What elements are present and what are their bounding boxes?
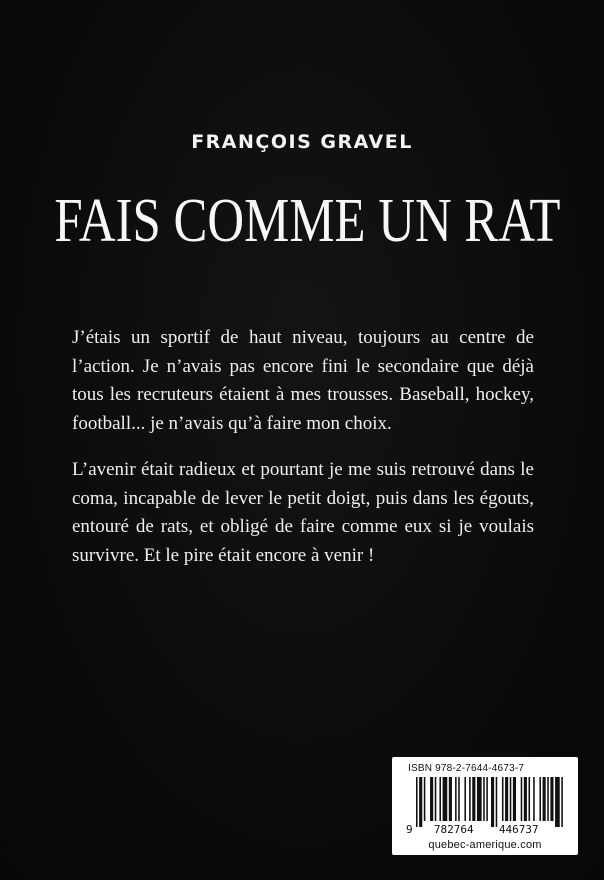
barcode-digits-right: 446737	[498, 823, 539, 836]
barcode-bar	[561, 777, 563, 827]
barcode-bar	[502, 777, 504, 821]
barcode-bar	[539, 777, 541, 821]
barcode-bar	[439, 777, 441, 821]
barcode-bar	[472, 777, 475, 821]
barcode-bar	[430, 777, 433, 821]
barcode-bar	[477, 777, 482, 821]
barcode-bar	[521, 777, 523, 821]
barcode-bar	[443, 777, 448, 821]
author-name: FRANÇOIS GRAVEL	[191, 131, 413, 153]
barcode-bar	[550, 777, 553, 821]
barcode-digit-first: 9	[406, 823, 413, 836]
barcode-digits-left: 782764	[433, 823, 474, 836]
barcode-bar	[464, 777, 466, 821]
book-title: FAIS COMME UN RAT	[54, 187, 561, 255]
blurb-text	[72, 324, 534, 588]
isbn-number: ISBN 978-2-7644-4673-7	[408, 763, 525, 774]
barcode-bar	[416, 777, 418, 827]
barcode-bar	[483, 777, 485, 821]
barcode-bar	[469, 777, 471, 821]
barcode-bar	[505, 777, 508, 821]
barcode-bar	[496, 777, 498, 827]
barcode-bar	[513, 777, 516, 821]
barcode-bar	[435, 777, 437, 821]
barcode-bar	[533, 777, 535, 821]
barcode-bars	[416, 777, 566, 827]
barcode-bar	[486, 777, 488, 821]
barcode-bar	[491, 777, 494, 827]
barcode-bar	[449, 777, 452, 821]
barcode-bar	[555, 777, 560, 827]
barcode-bar	[529, 777, 531, 821]
barcode-bar	[543, 777, 546, 821]
barcode-bar	[424, 777, 426, 821]
publisher-website: quebec-amerique.com	[428, 839, 542, 851]
blurb-paragraph-2: L’avenir était radieux et pourtant je me suis retrouvé dans le coma, incapable de lever le petit doigt, puis dans les égouts, entouré de rats, et obligé de faire comme eux si je voulais survivre. Et le pire était encore à venir !	[72, 459, 534, 566]
barcode-label	[392, 757, 578, 855]
barcode-bar	[419, 777, 422, 827]
barcode-digits	[406, 823, 572, 836]
barcode-bar	[524, 777, 527, 821]
barcode-bar	[455, 777, 457, 821]
barcode-bar	[547, 777, 549, 821]
blurb-paragraph-1: J’étais un sportif de haut niveau, toujours au centre de l’action. Je n’avais pas encore fini le secondaire que déjà tous les recruteurs étaient à mes trousses. Baseball, hockey, football... je n’avais qu’à faire mon choix.	[72, 327, 534, 434]
barcode-bar	[458, 777, 460, 821]
barcode-bar	[510, 777, 512, 821]
